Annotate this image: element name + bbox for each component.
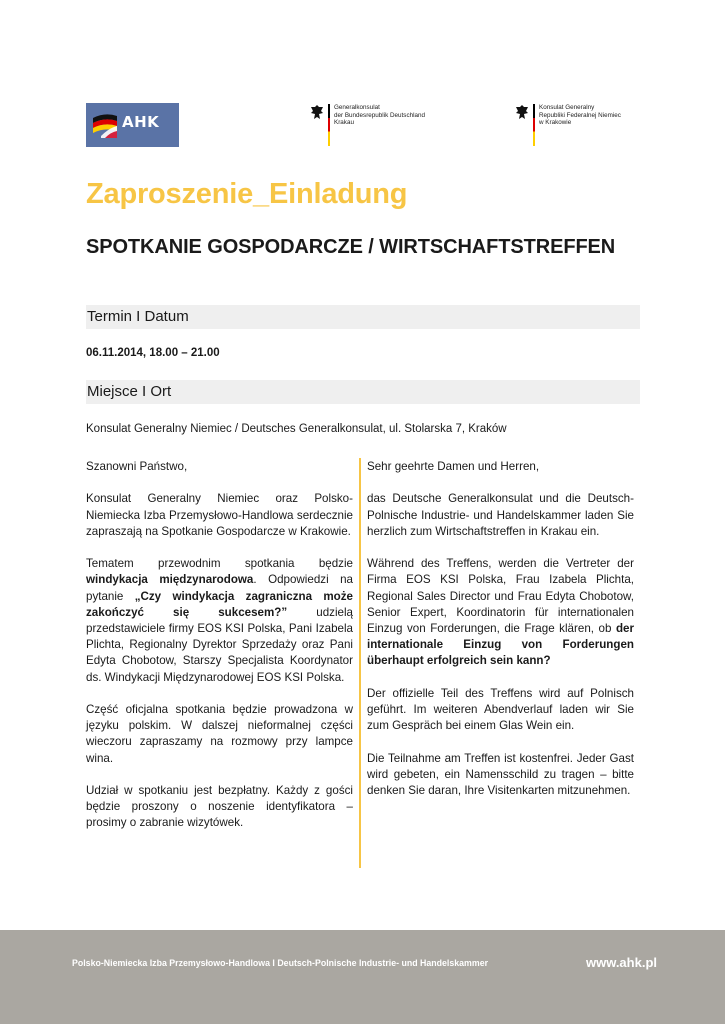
german-paragraph-4: Die Teilnahme am Treffen ist kostenfrei. Jeder Gast wird gebeten, ein Namensschild zu tragen – bitte denken Sie daran, Ihre Visitenkarten mitzunehmen. [367,751,634,797]
eagle-icon [515,104,529,121]
date-section-heading: Termin I Datum [87,308,189,325]
german-paragraph-1: das Deutsche Generalkonsulat und die Deutsch-Polnische Industrie- und Handelskammer laden Sie herzlich zum Wirtschaftstreffen in Krakau ein. [367,492,634,538]
german-paragraph-2 [367,556,634,669]
polish-p2-bold-question: „Czy windykacja zagraniczna może zakończyć się sukcesem?” [86,589,353,619]
polish-paragraph-3: Część oficjalna spotkania będzie prowadzona w języku polskim. W dalszej nieformalnej części wieczoru zapraszamy na rozmowy przy lampce wina. [86,703,353,765]
page-subtitle: SPOTKANIE GOSPODARCZE / WIRTSCHAFTSTREFFEN [86,236,616,258]
german-paragraph-3: Der offizielle Teil des Treffens wird auf Polnisch geführt. Im weiteren Abendverlauf laden wir Sie zum Gespräch bei einem Glas Wein ein. [367,686,634,733]
ahk-logo-text: AHK [122,113,160,131]
german-greeting: Sehr geehrte Damen und Herren, [367,460,540,473]
polish-paragraph-1: Konsulat Generalny Niemiec oraz Polsko-Niemiecka Izba Przemysłowo-Handlowa serdecznie zapraszają na Spotkanie Gospodarcze w Krakowie. [86,492,353,538]
consulate-de-line3: Krakau [334,119,354,127]
consulate-de-logo [310,104,425,146]
flag-icon [93,112,117,138]
consulate-pl-logo [515,104,621,146]
german-column [367,459,634,815]
consulate-pl-line1: Konsulat Generalny [539,104,595,111]
german-p2-text-a: Während des Treffens, werden die Vertreter der Firma EOS KSI Polska, Frau Izabela Plichta, Regional Sales Director und Frau Edyta Chobotow, Senior Expert, Koordinatorin für internationalen Einzug von Forderungen, die Frage klären, ob [367,557,634,635]
footer-website-link[interactable]: www.ahk.pl [585,955,657,970]
polish-greeting: Szanowni Państwo, [86,460,188,473]
eagle-icon [310,104,324,121]
place-section-header [86,380,640,404]
footer-organization: Polsko-Niemiecka Izba Przemysłowo-Handlowa I Deutsch-Polnische Industrie- und Handelskammer [72,958,489,968]
consulate-de-line2: der Bundesrepublik Deutschland [334,111,426,119]
polish-p2-text-a: Tematem przewodnim spotkania będzie [86,557,353,571]
footer [0,930,725,1024]
polish-paragraph-2 [86,556,353,686]
polish-p2-bold-topic: windykacja międzynarodowa [86,573,254,587]
polish-p2-text-c: . Odpowiedzi na pytanie [86,573,353,603]
german-colors-bar [328,104,330,146]
place-section-heading: Miejsce I Ort [87,383,172,400]
event-place: Konsulat Generalny Niemiec / Deutsches Generalkonsulat, ul. Stolarska 7, Kraków [86,423,507,435]
polish-column [86,459,353,848]
consulate-pl-line2: Republiki Federalnej Niemiec [539,111,621,119]
consulate-pl-line3: w Krakowie [539,119,572,127]
page-title: Zaproszenie_Einladung [86,178,408,210]
date-section-header [86,305,640,329]
polish-p2-text-e: udzielą przedstawiciele firmy EOS KSI Polska, Pani Izabela Plichta, Regionalny Dyrektor Sprzedaży oraz Pani Edyta Chobotow, Starszy Specjalista Koordynator ds. Windykacji Międzynarodowej EOS KSI Polska. [86,605,354,684]
consulate-de-line1: Generalkonsulat [334,104,380,111]
ahk-logo [86,103,179,147]
event-date: 06.11.2014, 18.00 – 21.00 [86,347,220,359]
german-colors-bar [533,104,535,146]
german-p2-bold-question: der internationale Einzug von Forderungen überhaupt erfolgreich sein kann? [367,622,634,668]
column-divider [359,458,361,868]
polish-paragraph-4: Udział w spotkaniu jest bezpłatny. Każdy z gości będzie proszony o noszenie identyfikatora – prosimy o zabranie wizytówek. [86,784,353,830]
